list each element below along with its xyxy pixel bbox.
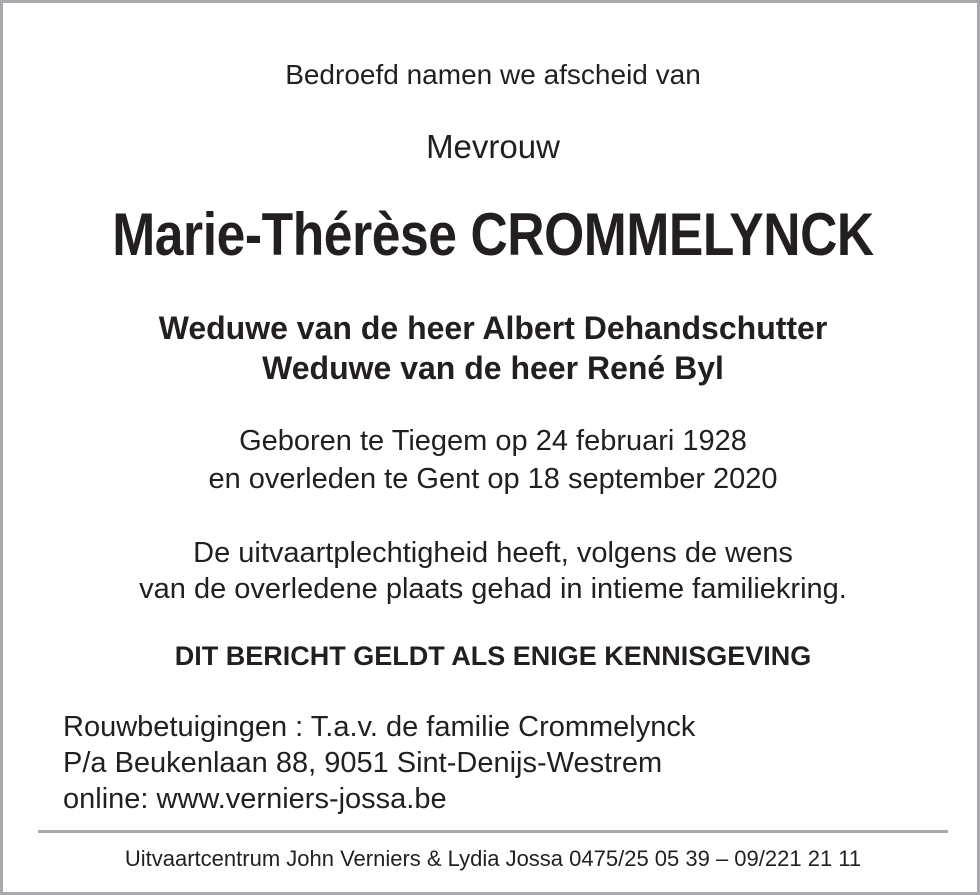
deceased-name: Marie-Thérèse CROMMELYNCK (112, 201, 874, 268)
funeral-line-2: van de overledene plaats gehad in intieme familiekring. (139, 573, 847, 605)
funeral-home-footer: Uitvaartcentrum John Verniers & Lydia Jossa 0475/25 05 39 – 09/221 21 11 (124, 846, 862, 871)
widow-line-2: Weduwe van de heer René Byl (262, 350, 724, 386)
birth-line: Geboren te Tiegem op 24 februari 1928 (239, 425, 747, 457)
honorific-title: Mevrouw (426, 128, 560, 165)
condolences-line: Rouwbetuigingen : T.a.v. de familie Crommelynck (63, 711, 696, 743)
address-line: P/a Beukenlaan 88, 9051 Sint-Denijs-Westrem (63, 747, 663, 779)
death-line: en overleden te Gent op 18 september 2020 (208, 463, 778, 495)
divider (38, 830, 948, 833)
funeral-line-1: De uitvaartplechtigheid heeft, volgens de wens (193, 537, 793, 569)
widow-line-1: Weduwe van de heer Albert Dehandschutter (158, 310, 828, 346)
online-link[interactable]: online: www.verniers-jossa.be (63, 783, 447, 815)
intro-text: Bedroefd namen we afscheid van (285, 59, 701, 90)
official-notice: DIT BERICHT GELDT ALS ENIGE KENNISGEVING (174, 641, 812, 671)
